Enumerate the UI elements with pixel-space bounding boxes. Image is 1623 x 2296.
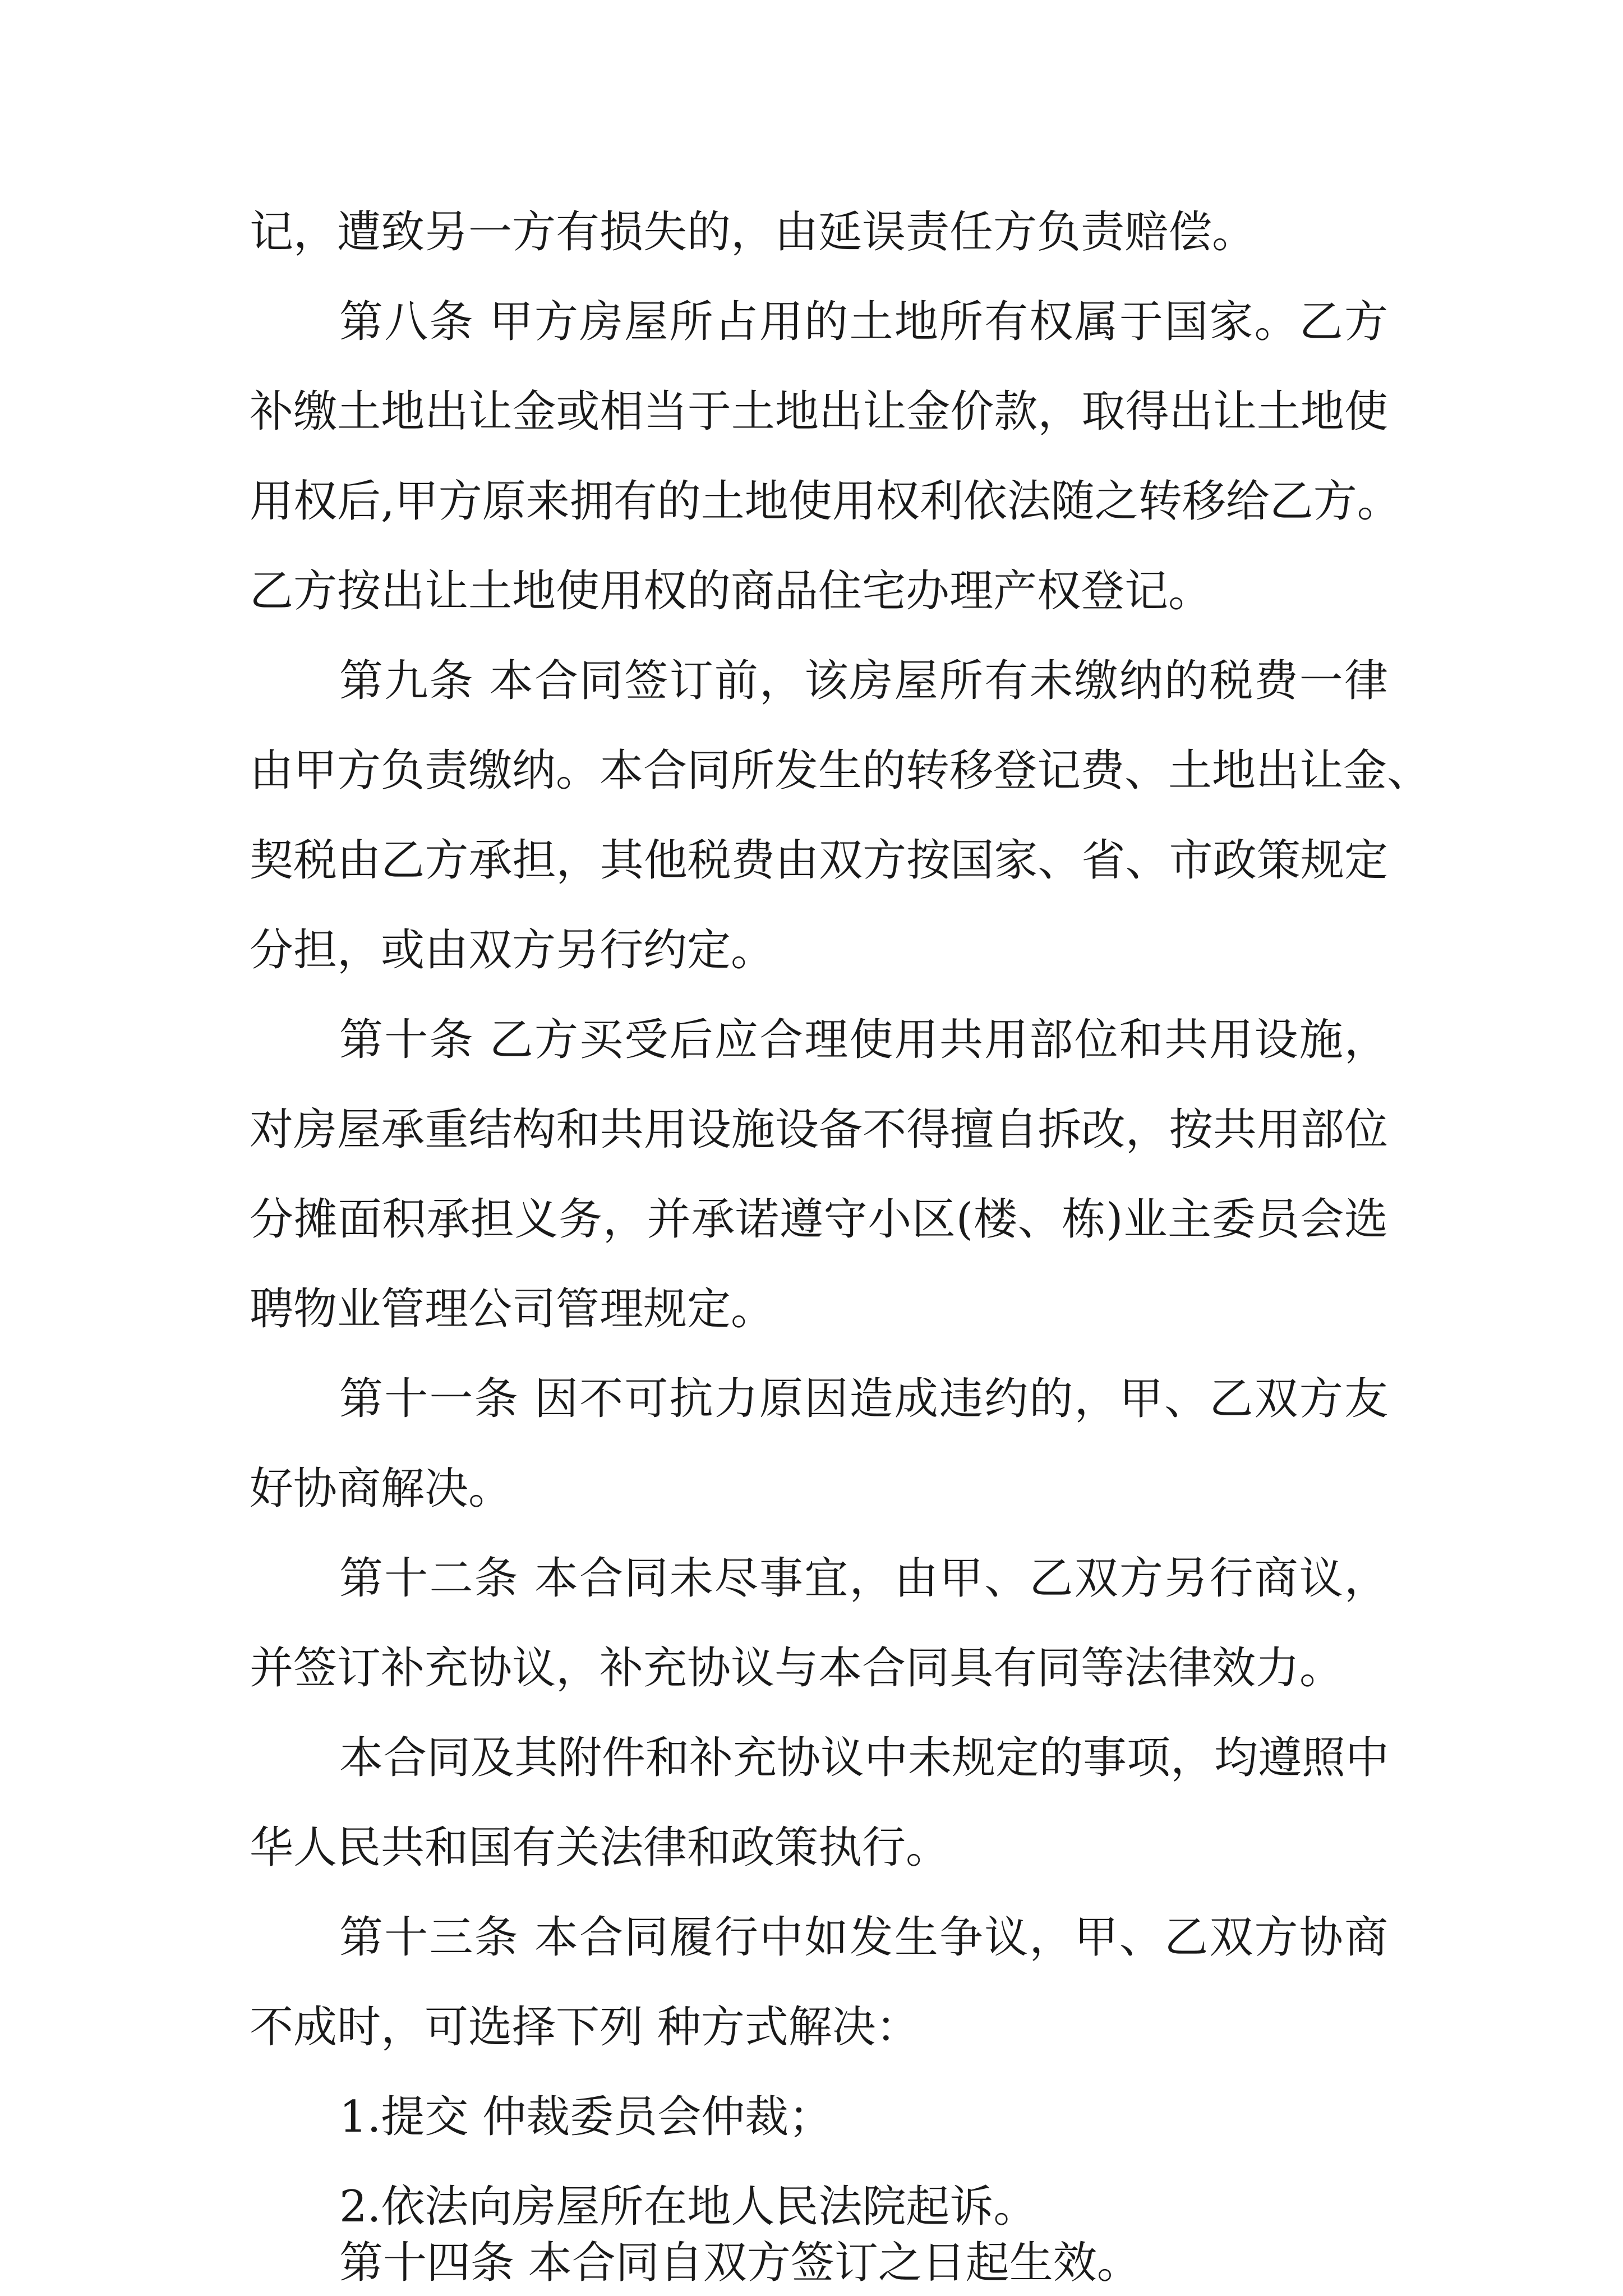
text-line: 对房屋承重结构和共用设施设备不得擅自拆改，按共用部位	[250, 1105, 1388, 1155]
supplementary-clause-line: 本合同及其附件和补充协议中未规定的事项，均遵照中	[339, 1733, 1390, 1783]
option-2-line: 2.依法向房屋所在地人民法院起诉。	[339, 2182, 1038, 2232]
text-line: 乙方按出让土地使用权的商品住宅办理产权登记。	[250, 566, 1212, 616]
text-line: 用权后,甲方原来拥有的土地使用权利依法随之转移给乙方。	[250, 476, 1401, 527]
text-line: 好协商解决。	[250, 1464, 513, 1514]
article-11-heading-line: 第十一条 因不可抗力原因造成违约的，甲、乙双方友	[339, 1374, 1388, 1424]
text-line: 契税由乙方承担，其他税费由双方按国家、省、市政策规定	[250, 835, 1388, 886]
article-14-line: 第十四条 本合同自双方签订之日起生效。	[339, 2238, 1141, 2288]
text-line: 聘物业管理公司管理规定。	[250, 1284, 775, 1335]
article-12-heading-line: 第十二条 本合同未尽事宜，由甲、乙双方另行商议，	[339, 1553, 1388, 1604]
text-line: 不成时，可选择下列 种方式解决：	[250, 2002, 920, 2053]
option-1-line: 1.提交 仲裁委员会仲裁；	[339, 2092, 833, 2142]
text-line: 由甲方负责缴纳。本合同所发生的转移登记费、土地出让金、	[250, 746, 1431, 796]
article-9-heading-line: 第九条 本合同签订前，该房屋所有未缴纳的税费一律	[339, 656, 1388, 706]
text-line: 华人民共和国有关法律和政策执行。	[250, 1823, 950, 1873]
article-8-heading-line: 第八条 甲方房屋所占用的土地所有权属于国家。乙方	[339, 297, 1388, 347]
article-10-heading-line: 第十条 乙方买受后应合理使用共用部位和共用设施，	[339, 1015, 1388, 1065]
text-line: 并签订补充协议，补充协议与本合同具有同等法律效力。	[250, 1643, 1344, 1694]
text-line: 分担，或由双方另行约定。	[250, 925, 775, 976]
text-line: 补缴土地出让金或相当于土地出让金价款，取得出让土地使	[250, 386, 1388, 437]
text-line: 分摊面积承担义务，并承诺遵守小区(楼、栋)业主委员会选	[250, 1194, 1388, 1245]
article-13-heading-line: 第十三条 本合同履行中如发生争议，甲、乙双方协商	[339, 1912, 1388, 1963]
text-line: 记，遭致另一方有损失的，由延误责任方负责赔偿。	[250, 207, 1256, 257]
